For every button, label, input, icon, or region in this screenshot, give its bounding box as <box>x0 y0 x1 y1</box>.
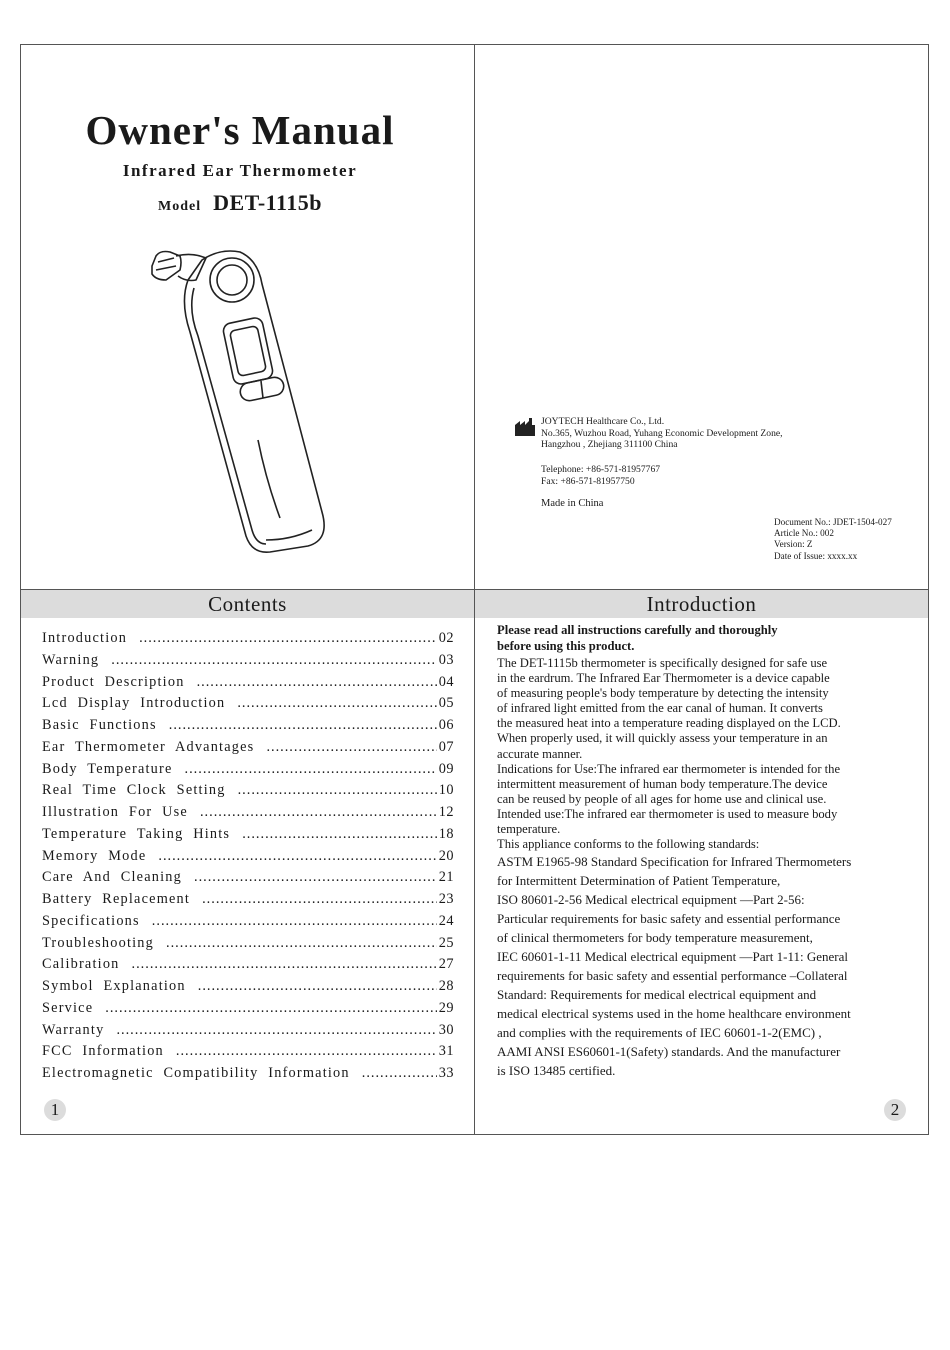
text-line: accurate manner. <box>497 746 583 761</box>
toc-item <box>42 956 454 978</box>
made-in: Made in China <box>541 498 604 509</box>
text-line: The DET-1115b thermometer is specifically designed for safe use <box>497 656 828 670</box>
toc-leader-dots <box>105 1000 436 1017</box>
introduction-title: Introduction <box>646 592 757 616</box>
address-line: Hangzhou , Zhejiang 311100 China <box>541 439 678 450</box>
text-line: temperature. <box>497 822 561 837</box>
cover-subtitle: Infrared Ear Thermometer <box>122 161 358 180</box>
toc-item-label: Service <box>42 999 94 1016</box>
toc-item <box>42 782 454 804</box>
text-line: requirements for basic safety and essential performance –Collateral <box>497 968 848 984</box>
toc-item-page: 10 <box>438 782 454 799</box>
toc-leader-dots <box>139 630 437 647</box>
text-line: in the eardrum. The Infrared Ear Thermometer is a device capable <box>497 671 830 686</box>
address-line: No.365, Wuzhou Road, Yuhang Economic Development Zone, <box>541 427 783 439</box>
toc-item-page: 27 <box>438 956 454 973</box>
toc-leader-dots <box>202 891 437 908</box>
toc-item-label: Care And Cleaning <box>42 869 182 886</box>
toc-item-page: 21 <box>438 869 454 886</box>
toc-item-label: Electromagnetic Compatibility Information <box>42 1065 350 1081</box>
text-line: Particular requirements for basic safety and essential performance <box>497 911 841 927</box>
toc-item <box>42 804 454 826</box>
toc-leader-dots <box>198 978 437 995</box>
toc-item-page: 07 <box>438 738 454 755</box>
toc-item-label: Memory Mode <box>42 847 147 864</box>
document-number: Document No.: JDET-1504-027 <box>774 517 892 527</box>
toc-item-page: 05 <box>438 695 454 712</box>
toc-leader-dots <box>132 956 437 973</box>
text-line: is ISO 13485 certified. <box>497 1063 616 1079</box>
toc-item-page: 18 <box>438 825 454 842</box>
text-line: When properly used, it will quickly assess your temperature in an <box>497 731 828 746</box>
toc-leader-dots <box>242 826 437 843</box>
text-line: and complies with the requirements of IEC 60601-1-2(EMC) , <box>497 1025 822 1041</box>
factory-icon <box>514 417 536 437</box>
text-line: of clinical thermometers for body temperature measurement, <box>497 930 813 946</box>
cover-model <box>40 190 440 216</box>
toc-item-label: Calibration <box>42 956 120 973</box>
toc-item <box>42 717 454 739</box>
toc-item <box>42 978 454 1000</box>
toc-item <box>42 935 454 957</box>
toc-leader-dots <box>200 804 437 821</box>
toc-item <box>42 869 454 891</box>
toc-item-page: 12 <box>438 804 454 820</box>
toc-item <box>42 695 454 717</box>
toc-item <box>42 826 454 848</box>
intro-warning <box>497 623 917 654</box>
toc-item-label: Symbol Explanation <box>42 978 186 994</box>
text-line: medical electrical systems used in the home healthcare environment <box>497 1006 851 1022</box>
text-line: ASTM E1965-98 Standard Specification for Infrared Thermometers <box>497 854 852 870</box>
text-line: Indications for Use:The infrared ear thermometer is intended for the <box>497 761 841 776</box>
toc-item-label: Temperature Taking Hints <box>42 825 231 842</box>
toc-leader-dots <box>185 761 437 778</box>
toc-item-label: Specifications <box>42 912 140 929</box>
page-number-left: 1 <box>44 1099 66 1121</box>
manufacturer-contact <box>541 464 660 487</box>
text-line: can be reused by people of all ages for home use and clinical use. <box>497 791 827 806</box>
toc-item-page: 06 <box>438 717 454 733</box>
text-line: This appliance conforms to the following standards: <box>497 837 760 852</box>
text-line: Standard: Requirements for medical electrical equipment and <box>497 987 817 1003</box>
contents-header <box>21 590 474 618</box>
toc-item-page: 29 <box>438 999 454 1016</box>
contents-title: Contents <box>208 592 287 616</box>
toc-item-page: 33 <box>438 1065 454 1081</box>
telephone: Telephone: +86-571-81957767 <box>541 464 661 475</box>
version: Version: Z <box>774 539 813 550</box>
toc-leader-dots <box>111 652 436 669</box>
toc-item <box>42 739 454 761</box>
text-line: ISO 80601-2-56 Medical electrical equipment —Part 2-56: <box>497 892 805 908</box>
toc-item-label: Lcd Display Introduction <box>42 695 226 712</box>
text-line: intermittent measurement of human body temperature.The device <box>497 776 828 791</box>
toc-item-page: 23 <box>438 891 454 907</box>
toc-leader-dots <box>152 913 437 930</box>
document-info <box>774 517 892 562</box>
model-label: Model <box>158 199 202 214</box>
toc-item-page: 28 <box>438 978 454 994</box>
address-line: JOYTECH Healthcare Co., Ltd. <box>541 416 665 427</box>
toc-item <box>42 674 454 696</box>
text-line: AAMI ANSI ES60601-1(Safety) standards. And the manufacturer <box>497 1044 841 1060</box>
toc-item-page: 09 <box>438 760 454 777</box>
text-line: for Intermittent Determination of Patient Temperature, <box>497 873 781 889</box>
toc-item-label: Basic Functions <box>42 717 157 733</box>
toc-item-label: FCC Information <box>42 1043 164 1060</box>
text-line: of measuring people's body temperature by detecting the intensity <box>497 686 829 701</box>
toc-leader-dots <box>169 717 437 734</box>
toc-leader-dots <box>197 674 437 691</box>
toc-item-label: Warranty <box>42 1021 105 1038</box>
toc-leader-dots <box>362 1065 437 1082</box>
text-line: Intended use:The infrared ear thermometer is used to measure body <box>497 806 838 821</box>
article-number: Article No.: 002 <box>774 528 834 539</box>
toc-leader-dots <box>158 848 436 865</box>
toc-leader-dots <box>194 869 437 886</box>
toc-item-label: Troubleshooting <box>42 934 155 951</box>
toc-item-label: Real Time Clock Setting <box>42 782 226 799</box>
toc-item <box>42 652 454 674</box>
toc-leader-dots <box>176 1043 437 1060</box>
toc-item <box>42 1000 454 1022</box>
toc-item-page: 30 <box>438 1021 454 1038</box>
toc-item <box>42 1022 454 1044</box>
toc-leader-dots <box>116 1022 436 1039</box>
thermometer-illustration <box>140 240 350 560</box>
introduction-text <box>497 623 917 1080</box>
toc-item <box>42 630 454 652</box>
toc-item-label: Illustration For Use <box>42 804 188 820</box>
toc-item <box>42 1043 454 1065</box>
page-number-right: 2 <box>884 1099 906 1121</box>
toc-item <box>42 1065 454 1087</box>
toc-item-label: Ear Thermometer Advantages <box>42 738 255 755</box>
cover-title: Owner's Manual <box>85 107 395 153</box>
toc-leader-dots <box>166 935 437 952</box>
toc-leader-dots <box>238 782 437 799</box>
toc-item <box>42 848 454 870</box>
toc-item-page: 24 <box>438 912 454 929</box>
table-of-contents <box>42 630 454 1087</box>
toc-item-label: Body Temperature <box>42 760 173 777</box>
text-line: IEC 60601-1-11 Medical electrical equipment —Part 1-11: General <box>497 949 848 965</box>
toc-item-page: 20 <box>438 847 454 864</box>
toc-item-page: 25 <box>438 934 454 951</box>
toc-leader-dots <box>266 739 436 756</box>
toc-item <box>42 913 454 935</box>
text-line: of infrared light emitted from the ear canal of human. It converts <box>497 701 823 716</box>
toc-item-label: Battery Replacement <box>42 891 191 907</box>
toc-item-label: Introduction <box>42 630 128 646</box>
issue-date: Date of Issue: xxxx.xx <box>774 550 858 561</box>
introduction-header <box>475 590 928 618</box>
toc-item-page: 31 <box>438 1043 454 1060</box>
toc-item-page: 02 <box>438 630 454 646</box>
text-line: the measured heat into a temperature reading displayed on the LCD. <box>497 716 841 731</box>
toc-item <box>42 761 454 783</box>
toc-item-page: 03 <box>438 651 454 668</box>
fax: Fax: +86-571-81957750 <box>541 475 635 487</box>
text-line: Please read all instructions carefully and thoroughly <box>497 623 778 637</box>
intro-paragraph <box>497 656 917 852</box>
toc-leader-dots <box>237 695 436 712</box>
toc-item-page: 04 <box>438 673 454 690</box>
intro-standards <box>497 852 917 1080</box>
text-line: before using this product. <box>497 638 635 653</box>
toc-item <box>42 891 454 913</box>
manufacturer-address <box>541 416 783 451</box>
toc-item-label: Warning <box>42 651 100 668</box>
model-value: DET-1115b <box>213 190 322 215</box>
toc-item-label: Product Description <box>42 673 185 690</box>
